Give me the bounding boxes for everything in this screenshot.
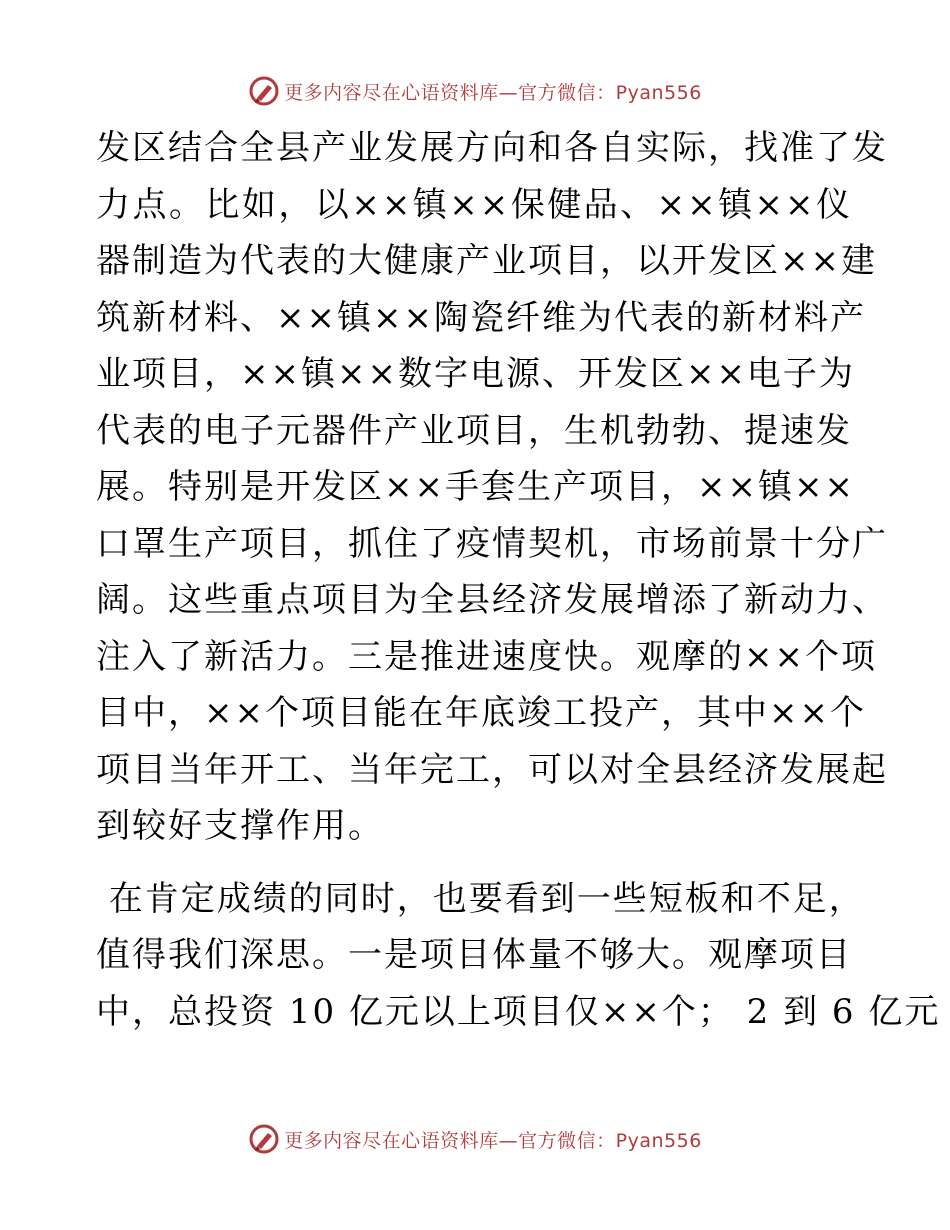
- paragraph-1: [96, 120, 888, 855]
- document-body: [96, 120, 941, 1040]
- text-line: 展。特别是开发区××手套生产项目，××镇××: [96, 467, 855, 507]
- text-line: 力点。比如，以××镇××保健品、××镇××仪: [96, 184, 852, 225]
- text-line: 在肯定成绩的同时，也要看到一些短板和不足，: [96, 878, 865, 919]
- paragraph-2: [96, 871, 941, 1041]
- header-watermark: [0, 74, 950, 108]
- watermark-text: 更多内容尽在心语资料库—官方微信：Pyan556: [284, 81, 702, 104]
- text-line: 口罩生产项目，抓住了疫情契机，市场前景十分广: [96, 523, 888, 564]
- text-line: 发区结合全县产业发展方向和各自实际，找准了发: [96, 128, 888, 168]
- text-line: 注入了新活力。三是推进速度快。观摩的××个项: [96, 636, 877, 677]
- pen-logo-icon: [248, 75, 280, 107]
- text-line: 业项目，××镇××数字电源、开发区××电子为: [96, 354, 855, 394]
- text-line: 阔。这些重点项目为全县经济发展增添了新动力、: [96, 580, 888, 620]
- text-line: 器制造为代表的大健康产业项目，以开发区××建: [96, 241, 877, 281]
- text-line: 筑新材料、××镇××陶瓷纤维为代表的新材料产: [96, 297, 866, 338]
- pen-logo-icon: [248, 1123, 280, 1155]
- text-line: 项目当年开工、当年完工，可以对全县经济发展起: [96, 749, 888, 790]
- text-line: 目中，××个项目能在年底竣工投产，其中××个: [96, 693, 866, 733]
- text-line: 代表的电子元器件产业项目，生机勃勃、提速发: [96, 410, 852, 451]
- text-line: 值得我们深思。一是项目体量不够大。观摩项目: [96, 935, 852, 975]
- text-line: 中，总投资 10 亿元以上项目仅××个； 2 到 6 亿元: [96, 991, 941, 1032]
- watermark-text: 更多内容尽在心语资料库—官方微信：Pyan556: [284, 1129, 702, 1152]
- footer-watermark: [0, 1122, 950, 1156]
- paragraph-spacer: [96, 855, 852, 871]
- text-line: 到较好支撑作用。: [96, 806, 384, 846]
